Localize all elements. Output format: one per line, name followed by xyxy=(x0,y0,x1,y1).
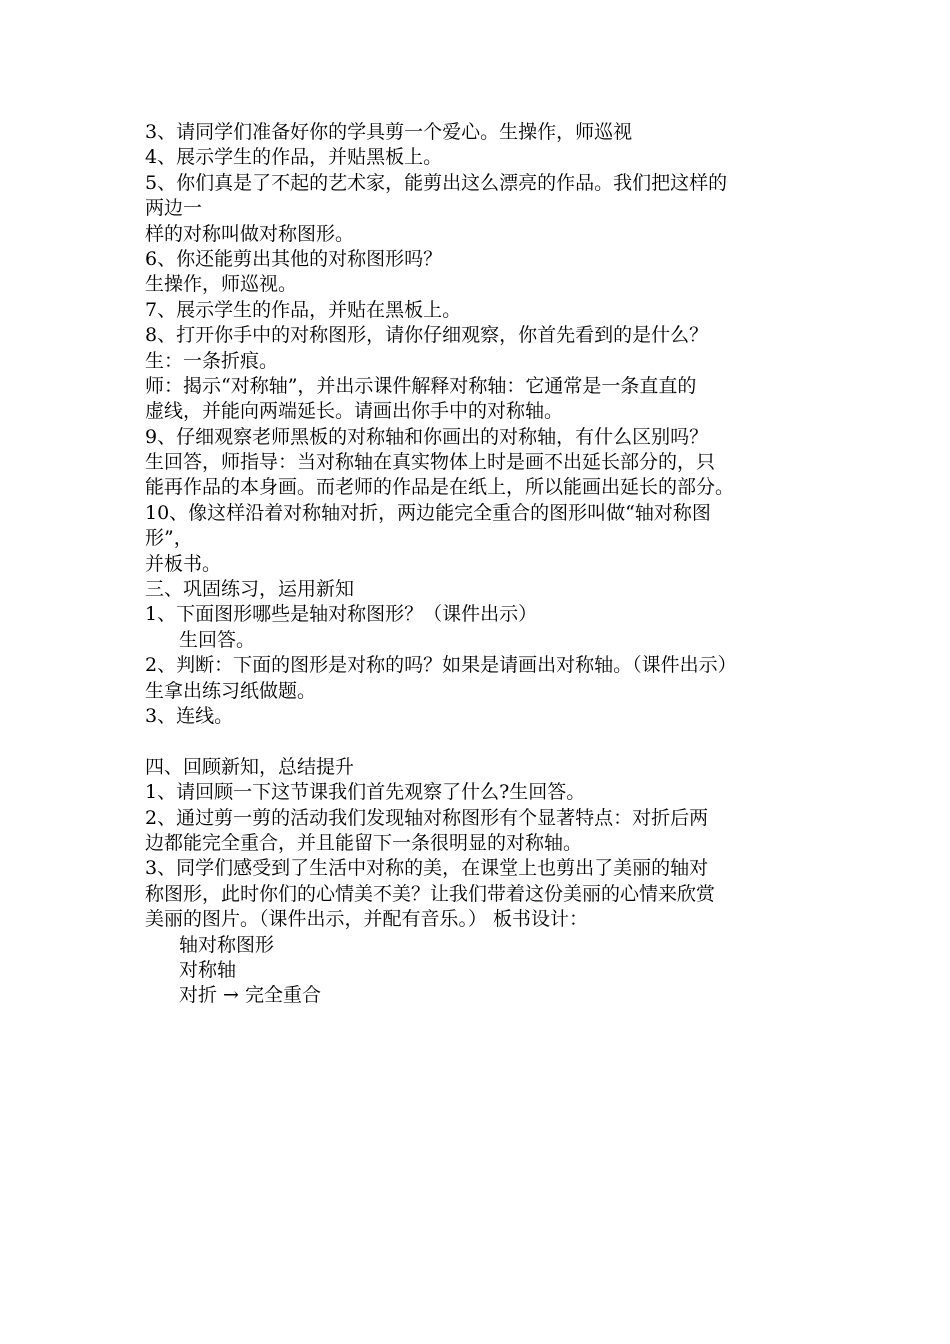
text-line: 3、同学们感受到了生活中对称的美，在课堂上也剪出了美丽的轴对 xyxy=(145,857,709,880)
text-line: 轴对称图形 xyxy=(179,933,275,956)
text-line: 边都能完全重合，并且能留下一条很明显的对称轴。 xyxy=(145,831,583,854)
text-line: 能再作品的本身画。而老师的作品是在纸上，所以能画出延长的部分。 xyxy=(145,476,735,499)
text-line: 并板书。 xyxy=(145,552,222,575)
text-line: 生回答，师指导：当对称轴在真实物体上时是画不出延长部分的，只 xyxy=(145,451,716,474)
text-line: 6、你还能剪出其他的对称图形吗？ xyxy=(145,247,443,270)
blank-line xyxy=(145,729,825,754)
text-line: 5、你们真是了不起的艺术家，能剪出这么漂亮的作品。我们把这样的 xyxy=(145,171,728,194)
text-line: 形”， xyxy=(145,527,193,550)
text-line: 两边一 xyxy=(145,197,203,220)
text-line: 7、展示学生的作品，并贴在黑板上。 xyxy=(145,298,462,321)
text-line: 9、仔细观察老师黑板的对称轴和你画出的对称轴，有什么区别吗？ xyxy=(145,425,709,448)
text-line: 对折 → 完全重合 xyxy=(179,984,321,1007)
document-body xyxy=(145,120,825,1009)
text-line: 生拿出练习纸做题。 xyxy=(145,679,317,702)
text-line: 10、像这样沿着对称轴对折，两边能完全重合的图形叫做“轴对称图 xyxy=(145,501,711,524)
text-line: 生：一条折痕。 xyxy=(145,349,279,372)
text-line: 生回答。 xyxy=(179,628,256,651)
text-line: 3、连线。 xyxy=(145,704,234,727)
text-line: 称图形，此时你们的心情美不美？让我们带着这份美丽的心情来欣赏 xyxy=(145,882,716,905)
text-line: 美丽的图片。（课件出示，并配有音乐。） 板书设计： xyxy=(145,908,589,931)
text-line: 2、通过剪一剪的活动我们发现轴对称图形有个显著特点：对折后两 xyxy=(145,806,709,829)
text-line: 虚线，并能向两端延长。请画出你手中的对称轴。 xyxy=(145,400,564,423)
text-line: 2、判断：下面的图形是对称的吗？如果是请画出对称轴。（课件出示） xyxy=(145,654,737,677)
text-line: 8、打开你手中的对称图形，请你仔细观察，你首先看到的是什么？ xyxy=(145,324,709,347)
text-line: 生操作，师巡视。 xyxy=(145,273,298,296)
text-line: 三、巩固练习，运用新知 xyxy=(145,578,355,601)
text-line: 师：揭示“对称轴”，并出示课件解释对称轴：它通常是一条直直的 xyxy=(145,374,697,397)
text-line: 3、请同学们准备好你的学具剪一个爱心。生操作，师巡视 xyxy=(145,121,633,143)
text-line: 1、下面图形哪些是轴对称图形？（课件出示） xyxy=(145,603,538,626)
text-line: 1、请回顾一下这节课我们首先观察了什么?生回答。 xyxy=(145,781,586,804)
text-line: 四、回顾新知，总结提升 xyxy=(145,755,355,778)
text-line: 样的对称叫做对称图形。 xyxy=(145,222,355,245)
text-line: 对称轴 xyxy=(179,958,237,981)
text-line: 4、展示学生的作品，并贴黑板上。 xyxy=(145,146,443,169)
